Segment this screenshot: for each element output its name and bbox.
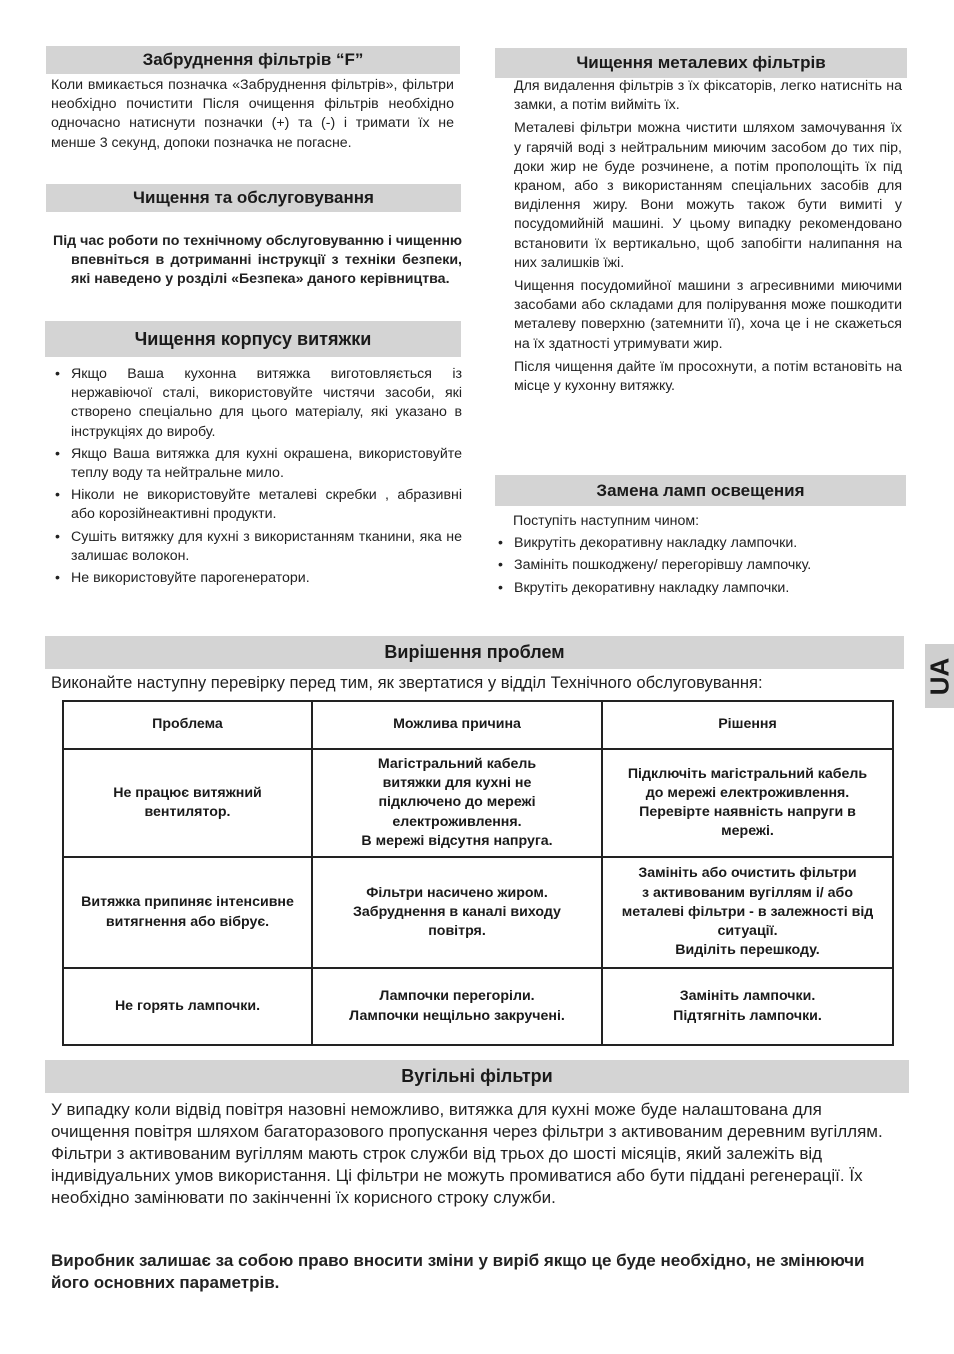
cell-line: Магістральний кабель	[377, 755, 537, 772]
list-item: • Сушіть витяжку для кухні з використанням тканини, яка не залишає волокон.	[49, 528, 462, 566]
cell-line: Не працює витяжний	[113, 784, 262, 801]
cause-cell	[312, 968, 602, 1045]
metal-filters-paragraph: Після чищення дайте їм просохнути, а потім встановіть на місце у кухонну витяжку.	[514, 358, 902, 395]
cause-cell	[312, 857, 602, 968]
cell-line: Підтягніть лампочки.	[673, 1007, 822, 1024]
list-item: • Якщо Ваша витяжка для кухні окрашена, використовуйте теплу воду та нейтральне мило.	[49, 445, 462, 483]
cell-line: повітря.	[428, 923, 486, 940]
table-row	[63, 749, 893, 857]
list-item: • Якщо Ваша кухонна витяжка виготовляється із нержавіючої сталі, використовуйте чистячи засоби, які створено спеціально для цього матеріалу, які указано в інструкціях до виробу.	[49, 365, 462, 442]
list-item: • Вкрутіть декоративну накладку лампочки.	[492, 579, 906, 598]
column-header-cause: Можлива причина	[312, 701, 602, 749]
cell-line: Підключіть магістральний кабель	[627, 765, 868, 782]
list-item: • Ніколи не використовуйте металеві скребки , абразивні або корозійнеактивні продукти.	[49, 486, 462, 524]
language-tab-label: UA	[924, 657, 954, 695]
cell-line: Забруднення в каналі виходу	[353, 903, 561, 920]
maintenance-heading: Чищення та обслуговування	[46, 184, 461, 212]
solution-cell	[602, 749, 893, 857]
metal-filters-heading: Чищення металевих фільтрів	[495, 48, 907, 78]
safety-warning	[53, 232, 462, 294]
metal-filters-paragraph: Чищення посудомийної машини з агресивними миючими засобами або складами для полірування може пошкодити металеву поверхню (затемнити її), хоча це і не скажеться на їх здатності утримувати жир.	[514, 278, 902, 352]
cell-line: з активованим вугіллям і/ або	[641, 884, 853, 901]
cell-line: ситуації.	[717, 923, 778, 940]
cell-line: В мережі відсутня напруга.	[361, 832, 553, 849]
filter-indicator-text	[51, 76, 454, 157]
cell-line: електроживлення.	[392, 813, 522, 830]
filter-indicator-paragraph: Коли вмикається позначка «Забруднення фільтрів», фільтри необхідно почистити Після очищення фільтрів необхідно одночасно натиснути позначки (+) та (-) і тримати їх не менше 3 секунд, допоки позначка не погасне.	[51, 77, 454, 151]
table-header-row	[63, 701, 893, 749]
column-header-solution: Рішення	[602, 701, 893, 749]
cell-line: Замініть або очистить фільтри	[638, 865, 857, 882]
cell-line: металеві фільтри - в залежності від	[621, 903, 874, 920]
troubleshooting-table	[62, 700, 894, 1046]
cause-cell	[312, 749, 602, 857]
cell-line: до мережі електроживлення.	[645, 784, 850, 801]
cell-line: витяжки для кухні не	[382, 775, 532, 792]
cell-line: Не горять лампочки.	[114, 997, 261, 1014]
lamps-intro: Поступіть наступним чином:	[513, 513, 700, 529]
table-row	[63, 857, 893, 968]
problem-cell	[63, 857, 312, 968]
body-cleaning-list	[49, 365, 462, 591]
cell-line: підключено до мережі	[378, 794, 536, 811]
cell-line: витягнення або вібрує.	[105, 913, 270, 930]
metal-filters-paragraph: Металеві фільтри можна чистити шляхом замочування їх у гарячій воді з нейтральним миючим засобом до тих пір, доки жир не буде розчинене, а потім прополощіть їх під краном, або з використанням спеціальних засобів для виділення жиру. Вони можуть також бути вимиті у посудомийній машині. У цьому випадку рекомендовано встановити їх вертикально, щоб запобігти налипання на них залишків їжі.	[514, 120, 902, 271]
problem-cell	[63, 968, 312, 1045]
troubleshooting-heading: Вирішення проблем	[45, 636, 904, 669]
cell-line: Лампочки нещільно закручені.	[349, 1007, 565, 1024]
carbon-filters-paragraph: Фільтри з активованим вугіллям мають строк служби від трьох до шості місяців, який залежіть від індивідуальних умов використання. Ці фільтри не можуть промиватися або бути піддані регенерації. Їх необхідно замінювати по закінченні їх корисного строку служби.	[51, 1144, 863, 1207]
column-header-problem: Проблема	[63, 701, 312, 749]
list-item: • Викрутіть декоративну накладку лампочки.	[492, 534, 906, 553]
cell-line: Замініть лампочки.	[679, 988, 816, 1005]
list-item: • Не використовуйте парогенератори.	[49, 569, 462, 588]
filter-indicator-heading: Забруднення фільтрів “F”	[46, 46, 460, 74]
body-cleaning-items	[49, 365, 462, 588]
cell-line: Виділіть перешкоду.	[675, 942, 820, 959]
troubleshooting-intro: Виконайте наступну перевірку перед тим, як звертатися у відділ Технічного обслуговування:	[51, 673, 763, 692]
cell-line: мережі.	[721, 823, 774, 840]
language-tab	[925, 644, 954, 708]
list-item: • Замініть пошкоджену/ перегорівшу лампочку.	[492, 556, 906, 575]
problem-cell	[63, 749, 312, 857]
safety-warning-text: Під час роботи по технічному обслуговуванню і чищенню впевніться в дотриманні інструкції з техніки безпеки, які наведено у розділі «Безпека» даного керівництва.	[53, 233, 462, 288]
manufacturer-disclaimer: Виробник залишає за собою право вносити зміни у виріб якщо це буде необхідно, не змінюючи його основних параметрів.	[51, 1251, 865, 1292]
solution-cell	[602, 857, 893, 968]
carbon-filters-text	[51, 1099, 901, 1209]
cell-line: Витяжка припиняє інтенсивне	[81, 894, 294, 911]
table-row	[63, 968, 893, 1045]
cell-line: Лампочки перегоріли.	[379, 988, 535, 1005]
cell-line: Фільтри насичено жиром.	[366, 884, 548, 901]
solution-cell	[602, 968, 893, 1045]
carbon-filters-paragraph: У випадку коли відвід повітря назовні неможливо, витяжка для кухні може буде налаштована для очищення повітря шляхом багаторазового пропускання через фільтри з активованим деревним вугіллям.	[51, 1100, 883, 1141]
metal-filters-text	[514, 77, 902, 400]
lamps-heading: Замена ламп освещения	[495, 475, 906, 506]
cell-line: вентилятор.	[144, 804, 231, 820]
body-cleaning-heading: Чищення корпусу витяжки	[45, 321, 461, 357]
lamps-items	[492, 534, 906, 598]
carbon-filters-heading: Вугільні фільтри	[45, 1060, 909, 1093]
metal-filters-paragraph: Для видалення фільтрів з їх фіксаторів, легко натисніть на замки, а потім вийміть їх.	[514, 78, 902, 114]
lamps-text	[492, 512, 906, 601]
cell-line: Перевірте наявність напруги в	[639, 804, 856, 820]
